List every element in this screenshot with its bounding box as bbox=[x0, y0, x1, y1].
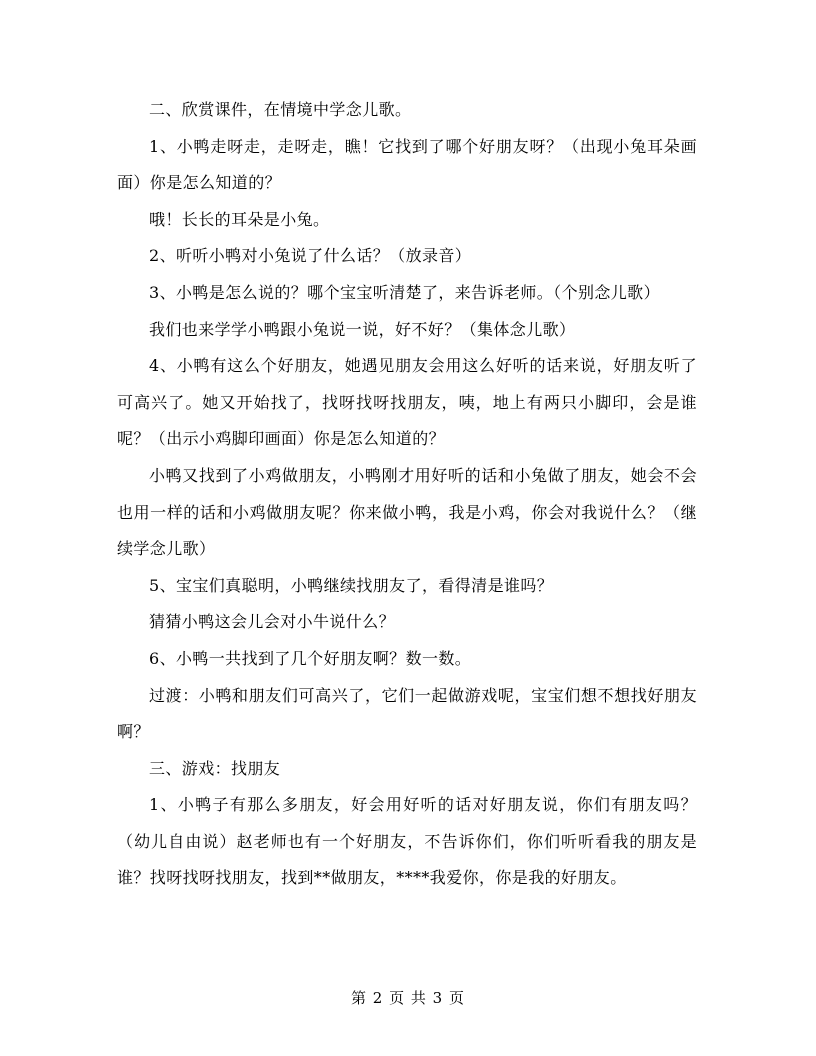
paragraph-section-three-heading: 三、游戏：找朋友 bbox=[149, 758, 281, 778]
paragraph-step-5: 5、宝宝们真聪明，小鸭继续找朋友了，看得清是谁吗？ bbox=[149, 575, 554, 595]
paragraph-step-4: 4、小鸭有这么个好朋友，她遇见朋友会用这么好听的话来说，好朋友听了可高兴了。她又开始找了，找呀找呀找朋友，咦，地上有两只小脚印，会是谁呢？（出示小鸡脚印画面）你是怎么知道的？ bbox=[117, 356, 697, 449]
paragraph-step-6: 6、小鸭一共找到了几个好朋友啊？数一数。 bbox=[149, 648, 472, 668]
paragraph-transition: 过渡：小鸭和朋友们可高兴了，它们一起做游戏呢，宝宝们想不想找好朋友啊？ bbox=[117, 685, 697, 742]
paragraph-section-two-heading: 二、欣赏课件，在情境中学念儿歌。 bbox=[149, 100, 412, 119]
document-body bbox=[117, 92, 697, 897]
paragraph-rabbit-ears: 哦！长长的耳朵是小兔。 bbox=[149, 209, 330, 229]
paragraph-step-3: 3、小鸭是怎么说的？哪个宝宝听清楚了，来告诉老师。（个别念儿歌） bbox=[149, 282, 660, 302]
page-footer bbox=[0, 988, 816, 1008]
paragraph-game-step-1: 1、小鸭子有那么多朋友，好会用好听的话对好朋友说，你们有朋友吗？（幼儿自由说）赵老师也有一个好朋友，不告诉你们，你们听听看我的朋友是谁？找呀找呀找朋友，找到**做朋友，****我爱你，你是我的好朋友。 bbox=[117, 795, 697, 888]
paragraph-step-2: 2、听听小鸭对小兔说了什么话？（放录音） bbox=[149, 246, 472, 266]
page-number-label: 第 2 页 共 3 页 bbox=[351, 989, 465, 1007]
paragraph-step-1: 1、小鸭走呀走，走呀走，瞧！它找到了哪个好朋友呀？（出现小兔耳朵画面）你是怎么知道的？ bbox=[117, 136, 697, 193]
paragraph-group-recite: 我们也来学学小鸭跟小兔说一说，好不好？（集体念儿歌） bbox=[149, 319, 576, 339]
paragraph-guess-calf: 猜猜小鸭这会儿会对小牛说什么？ bbox=[149, 612, 396, 632]
paragraph-chick-friend: 小鸭又找到了小鸡做朋友，小鸭刚才用好听的话和小兔做了朋友，她会不会也用一样的话和小鸡做朋友呢？你来做小鸭，我是小鸡，你会对我说什么？（继续学念儿歌） bbox=[117, 465, 697, 559]
